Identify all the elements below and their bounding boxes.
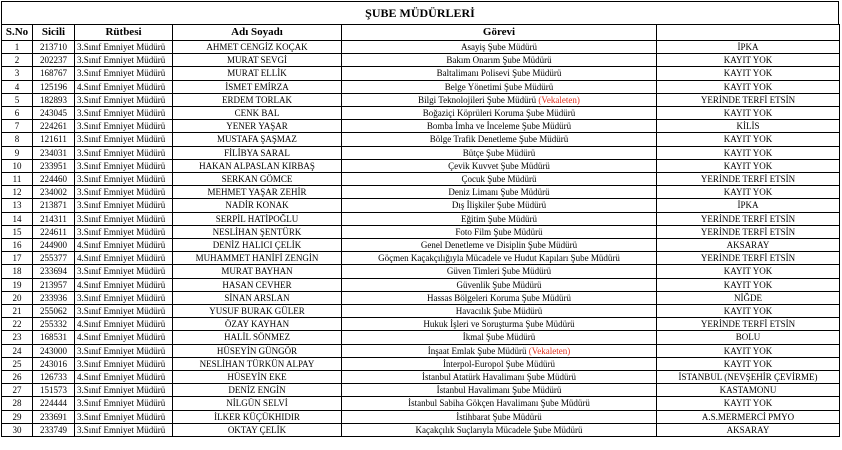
- header-rutbesi: Rütbesi: [75, 25, 173, 41]
- row-sonuc: KAYIT YOK: [657, 278, 840, 291]
- table-row: [2, 265, 840, 278]
- row-sonuc: AKSARAY: [657, 423, 840, 436]
- table-row: [2, 344, 840, 357]
- row-sonuc: KAYIT YOK: [657, 265, 840, 278]
- row-sicil: 202237: [33, 54, 75, 67]
- table-row: [2, 384, 840, 397]
- gorev-text: Eğitim Şube Müdürü: [461, 213, 537, 224]
- row-gorev: [342, 423, 657, 436]
- row-sonuc: İPKA: [657, 41, 840, 54]
- table-row: [2, 159, 840, 172]
- row-sonuc: KASTAMONU: [657, 384, 840, 397]
- row-sonuc: KAYIT YOK: [657, 80, 840, 93]
- row-adi-soyadi: HASAN CEVHER: [173, 278, 342, 291]
- gorev-text: İstanbul Havalimanı Şube Müdürü: [436, 385, 562, 396]
- row-sicil: 244900: [33, 239, 75, 252]
- header-sno: S.No: [2, 25, 33, 41]
- row-adi-soyadi: MEHMET YAŞAR ZEHİR: [173, 186, 342, 199]
- row-sonuc: YERİNDE TERFİ ETSİN: [657, 212, 840, 225]
- row-gorev: [342, 265, 657, 278]
- row-gorev: [342, 331, 657, 344]
- row-gorev: [342, 41, 657, 54]
- row-sno: 13: [2, 199, 33, 212]
- gorev-text: Foto Film Şube Müdürü: [455, 226, 543, 237]
- row-sicil: 224261: [33, 120, 75, 133]
- row-sonuc: KİLİS: [657, 120, 840, 133]
- table-row: [2, 371, 840, 384]
- row-sicil: 213957: [33, 278, 75, 291]
- row-sicil: 182893: [33, 93, 75, 106]
- row-adi-soyadi: CENK BAL: [173, 107, 342, 120]
- row-sno: 16: [2, 239, 33, 252]
- row-sonuc: KAYIT YOK: [657, 107, 840, 120]
- gorev-text: İkmal Şube Müdürü: [462, 332, 536, 343]
- row-sonuc: KAYIT YOK: [657, 159, 840, 172]
- row-adi-soyadi: NİLGÜN SELVİ: [173, 397, 342, 410]
- table-row: [2, 410, 840, 423]
- row-gorev: [342, 107, 657, 120]
- row-sno: 7: [2, 120, 33, 133]
- row-sno: 10: [2, 159, 33, 172]
- row-rutbe: 3.Sınıf Emniyet Müdürü: [75, 384, 173, 397]
- row-sonuc: İPKA: [657, 199, 840, 212]
- gorev-text: Genel Denetleme ve Disiplin Şube Müdürü: [420, 240, 578, 251]
- row-rutbe: 3.Sınıf Emniyet Müdürü: [75, 344, 173, 357]
- row-rutbe: 3.Sınıf Emniyet Müdürü: [75, 291, 173, 304]
- row-sonuc: KAYIT YOK: [657, 357, 840, 370]
- row-sno: 30: [2, 423, 33, 436]
- table-row: [2, 199, 840, 212]
- gorev-text: Baltalimanı Polisevi Şube Müdürü: [436, 68, 562, 79]
- row-rutbe: 3.Sınıf Emniyet Müdürü: [75, 265, 173, 278]
- row-sonuc: YERİNDE TERFİ ETSİN: [657, 225, 840, 238]
- row-sicil: 224460: [33, 173, 75, 186]
- row-adi-soyadi: NADİR KONAK: [173, 199, 342, 212]
- row-sno: 21: [2, 305, 33, 318]
- row-sno: 5: [2, 93, 33, 106]
- row-sicil: 233691: [33, 410, 75, 423]
- gorev-text: İnşaat Emlak Şube Müdürü: [427, 345, 527, 356]
- row-sicil: 233936: [33, 291, 75, 304]
- table-row: [2, 278, 840, 291]
- vekaleten-note: (Vekaleten): [528, 345, 571, 356]
- row-sno: 1: [2, 41, 33, 54]
- table-row: [2, 212, 840, 225]
- gorev-text: Hukuk İşleri ve Soruşturma Şube Müdürü: [423, 319, 575, 330]
- row-sno: 19: [2, 278, 33, 291]
- row-sonuc: YERİNDE TERFİ ETSİN: [657, 318, 840, 331]
- row-sno: 11: [2, 173, 33, 186]
- gorev-text: Dış İlişkiler Şube Müdürü: [451, 200, 547, 211]
- row-sicil: 255332: [33, 318, 75, 331]
- row-sicil: 234002: [33, 186, 75, 199]
- row-sonuc: KAYIT YOK: [657, 186, 840, 199]
- gorev-text: Deniz Limanı Şube Müdürü: [448, 187, 550, 198]
- table-body: [2, 41, 840, 437]
- row-sonuc: BOLU: [657, 331, 840, 344]
- row-rutbe: 3.Sınıf Emniyet Müdürü: [75, 159, 173, 172]
- row-sonuc: A.S.MERMERCİ PMYO: [657, 410, 840, 423]
- row-sonuc: NİĞDE: [657, 291, 840, 304]
- row-sonuc: KAYIT YOK: [657, 397, 840, 410]
- row-adi-soyadi: HÜSEYİN EKE: [173, 371, 342, 384]
- gorev-text: Belge Yönetimi Şube Müdürü: [444, 81, 554, 92]
- table-row: [2, 133, 840, 146]
- row-rutbe: 3.Sınıf Emniyet Müdürü: [75, 397, 173, 410]
- row-adi-soyadi: SERPİL HATİPOĞLU: [173, 212, 342, 225]
- row-adi-soyadi: MUHAMMET HANİFİ ZENGİN: [173, 252, 342, 265]
- row-adi-soyadi: AHMET CENGİZ KOÇAK: [173, 41, 342, 54]
- row-sno: 20: [2, 291, 33, 304]
- row-adi-soyadi: SİNAN ARSLAN: [173, 291, 342, 304]
- table-row: [2, 252, 840, 265]
- table-row: [2, 93, 840, 106]
- row-gorev: [342, 357, 657, 370]
- table-row: [2, 67, 840, 80]
- table-row: [2, 239, 840, 252]
- row-sicil: 125196: [33, 80, 75, 93]
- row-sonuc: KAYIT YOK: [657, 305, 840, 318]
- row-gorev: [342, 146, 657, 159]
- row-rutbe: 3.Sınıf Emniyet Müdürü: [75, 133, 173, 146]
- gorev-text: Asayiş Şube Müdürü: [461, 42, 537, 52]
- table-row: [2, 41, 840, 54]
- row-rutbe: 3.Sınıf Emniyet Müdürü: [75, 93, 173, 106]
- gorev-text: Göçmen Kaçakçılığıyla Mücadele ve Hudut Kapıları Şube Müdürü: [378, 253, 620, 264]
- row-gorev: [342, 54, 657, 67]
- table-row: [2, 120, 840, 133]
- page-title: ŞUBE MÜDÜRLERİ: [1, 1, 839, 24]
- row-sno: 23: [2, 331, 33, 344]
- row-gorev: [342, 278, 657, 291]
- row-rutbe: 3.Sınıf Emniyet Müdürü: [75, 357, 173, 370]
- row-rutbe: 3.Sınıf Emniyet Müdürü: [75, 120, 173, 133]
- table-row: [2, 54, 840, 67]
- row-sno: 26: [2, 371, 33, 384]
- row-adi-soyadi: SERKAN GÖMCE: [173, 173, 342, 186]
- row-rutbe: 3.Sınıf Emniyet Müdürü: [75, 186, 173, 199]
- row-rutbe: 3.Sınıf Emniyet Müdürü: [75, 212, 173, 225]
- row-adi-soyadi: MURAT ELLİK: [173, 67, 342, 80]
- gorev-text: Bakım Onarım Şube Müdürü: [446, 55, 552, 66]
- row-adi-soyadi: HALİL SÖNMEZ: [173, 331, 342, 344]
- row-adi-soyadi: MURAT SEVGİ: [173, 54, 342, 67]
- row-sno: 22: [2, 318, 33, 331]
- row-rutbe: 4.Sınıf Emniyet Müdürü: [75, 80, 173, 93]
- row-sno: 27: [2, 384, 33, 397]
- row-gorev: [342, 199, 657, 212]
- row-sicil: 224611: [33, 225, 75, 238]
- row-gorev: [342, 212, 657, 225]
- row-adi-soyadi: DENİZ HALICI ÇELİK: [173, 239, 342, 252]
- row-sno: 12: [2, 186, 33, 199]
- row-sno: 2: [2, 54, 33, 67]
- row-sonuc: YERİNDE TERFİ ETSİN: [657, 93, 840, 106]
- row-adi-soyadi: HÜSEYİN GÜNGÖR: [173, 344, 342, 357]
- row-sicil: 224444: [33, 397, 75, 410]
- table-row: [2, 173, 840, 186]
- gorev-text: Çevik Kuvvet Şube Müdürü: [448, 160, 550, 171]
- document-sheet: [1, 1, 839, 437]
- row-sno: 29: [2, 410, 33, 423]
- personnel-table: [1, 24, 840, 437]
- row-sicil: 213710: [33, 41, 75, 54]
- row-adi-soyadi: MURAT BAYHAN: [173, 265, 342, 278]
- row-sonuc: KAYIT YOK: [657, 67, 840, 80]
- gorev-text: Çocuk Şube Müdürü: [461, 174, 537, 185]
- table-row: [2, 225, 840, 238]
- row-gorev: [342, 371, 657, 384]
- gorev-text: Havacılık Şube Müdürü: [455, 306, 543, 317]
- row-gorev: [342, 186, 657, 199]
- row-rutbe: 4.Sınıf Emniyet Müdürü: [75, 331, 173, 344]
- gorev-text: Boğaziçi Köprüleri Koruma Şube Müdürü: [422, 108, 576, 119]
- row-adi-soyadi: NESLİHAN TÜRKÜN ALPAY: [173, 357, 342, 370]
- row-gorev: [342, 291, 657, 304]
- header-adi-soyadi: Adı Soyadı: [173, 25, 342, 41]
- row-sicil: 151573: [33, 384, 75, 397]
- row-rutbe: 3.Sınıf Emniyet Müdürü: [75, 173, 173, 186]
- table-row: [2, 107, 840, 120]
- table-header-row: [2, 25, 840, 41]
- row-sicil: 214311: [33, 212, 75, 225]
- row-sicil: 213871: [33, 199, 75, 212]
- row-adi-soyadi: İLKER KÜÇÜKHIDIR: [173, 410, 342, 423]
- row-adi-soyadi: OKTAY ÇELİK: [173, 423, 342, 436]
- row-sicil: 233951: [33, 159, 75, 172]
- row-gorev: [342, 225, 657, 238]
- gorev-text: Kaçakçılık Suçlarıyla Mücadele Şube Müdürü: [415, 424, 583, 435]
- row-sno: 3: [2, 67, 33, 80]
- row-sonuc: YERİNDE TERFİ ETSİN: [657, 173, 840, 186]
- row-gorev: [342, 159, 657, 172]
- row-sonuc: KAYIT YOK: [657, 146, 840, 159]
- row-adi-soyadi: YENER YAŞAR: [173, 120, 342, 133]
- row-sno: 17: [2, 252, 33, 265]
- gorev-text: Bomba İmha ve İnceleme Şube Müdürü: [426, 121, 572, 132]
- row-sno: 15: [2, 225, 33, 238]
- row-sicil: 255062: [33, 305, 75, 318]
- row-sicil: 168531: [33, 331, 75, 344]
- row-sicil: 126733: [33, 371, 75, 384]
- table-row: [2, 357, 840, 370]
- row-sno: 4: [2, 80, 33, 93]
- gorev-text: İstanbul Atatürk Havalimanı Şube Müdürü: [422, 372, 576, 383]
- gorev-text: İstihbarat Şube Müdürü: [456, 411, 542, 422]
- vekaleten-note: (Vekaleten): [538, 94, 580, 105]
- row-sicil: 121611: [33, 133, 75, 146]
- row-adi-soyadi: MUSTAFA ŞAŞMAZ: [173, 133, 342, 146]
- row-rutbe: 4.Sınıf Emniyet Müdürü: [75, 278, 173, 291]
- row-rutbe: 4.Sınıf Emniyet Müdürü: [75, 318, 173, 331]
- gorev-text: Bölge Trafik Denetleme Şube Müdürü: [429, 134, 569, 145]
- row-sicil: 233749: [33, 423, 75, 436]
- row-sno: 14: [2, 212, 33, 225]
- row-gorev: [342, 305, 657, 318]
- row-rutbe: 3.Sınıf Emniyet Müdürü: [75, 54, 173, 67]
- row-sicil: 243000: [33, 344, 75, 357]
- row-sno: 9: [2, 146, 33, 159]
- row-adi-soyadi: DENİZ ENGİN: [173, 384, 342, 397]
- row-adi-soyadi: ERDEM TORLAK: [173, 93, 342, 106]
- gorev-text: İnterpol-Europol Şube Müdürü: [443, 358, 555, 369]
- row-gorev: [342, 173, 657, 186]
- row-rutbe: 4.Sınıf Emniyet Müdürü: [75, 252, 173, 265]
- row-rutbe: 3.Sınıf Emniyet Müdürü: [75, 107, 173, 120]
- row-gorev: [342, 80, 657, 93]
- row-gorev: [342, 384, 657, 397]
- row-gorev: [342, 397, 657, 410]
- row-rutbe: 3.Sınıf Emniyet Müdürü: [75, 410, 173, 423]
- row-sonuc: KAYIT YOK: [657, 344, 840, 357]
- gorev-text: Güven Timleri Şube Müdürü: [446, 266, 552, 277]
- row-rutbe: 4.Sınıf Emniyet Müdürü: [75, 371, 173, 384]
- row-sicil: 168767: [33, 67, 75, 80]
- row-sno: 6: [2, 107, 33, 120]
- row-adi-soyadi: İSMET EMİRZA: [173, 80, 342, 93]
- row-gorev: [342, 93, 657, 106]
- row-rutbe: 3.Sınıf Emniyet Müdürü: [75, 305, 173, 318]
- gorev-text: Bilgi Teknolojileri Şube Müdürü: [418, 94, 537, 105]
- row-gorev: [342, 239, 657, 252]
- row-gorev: [342, 120, 657, 133]
- row-gorev: [342, 67, 657, 80]
- table-row: [2, 305, 840, 318]
- table-row: [2, 186, 840, 199]
- row-rutbe: 3.Sınıf Emniyet Müdürü: [75, 146, 173, 159]
- row-adi-soyadi: ÖZAY KAYHAN: [173, 318, 342, 331]
- row-rutbe: 3.Sınıf Emniyet Müdürü: [75, 423, 173, 436]
- row-gorev: [342, 344, 657, 357]
- header-sicili: Sicili: [33, 25, 75, 41]
- row-rutbe: 3.Sınıf Emniyet Müdürü: [75, 225, 173, 238]
- table-row: [2, 146, 840, 159]
- row-sicil: 255377: [33, 252, 75, 265]
- row-adi-soyadi: NESLİHAN ŞENTÜRK: [173, 225, 342, 238]
- row-sicil: 233694: [33, 265, 75, 278]
- row-sno: 25: [2, 357, 33, 370]
- row-rutbe: 3.Sınıf Emniyet Müdürü: [75, 41, 173, 54]
- row-adi-soyadi: HAKAN ALPASLAN KIRBAŞ: [173, 159, 342, 172]
- row-gorev: [342, 410, 657, 423]
- row-sno: 28: [2, 397, 33, 410]
- row-sno: 18: [2, 265, 33, 278]
- row-adi-soyadi: FİLİBYA SARAL: [173, 146, 342, 159]
- row-gorev: [342, 133, 657, 146]
- table-row: [2, 423, 840, 436]
- row-rutbe: 3.Sınıf Emniyet Müdürü: [75, 67, 173, 80]
- table-row: [2, 80, 840, 93]
- table-row: [2, 318, 840, 331]
- row-sicil: 234031: [33, 146, 75, 159]
- row-sicil: 243016: [33, 357, 75, 370]
- row-sonuc: KAYIT YOK: [657, 133, 840, 146]
- row-rutbe: 3.Sınıf Emniyet Müdürü: [75, 199, 173, 212]
- table-row: [2, 397, 840, 410]
- row-gorev: [342, 318, 657, 331]
- row-sno: 8: [2, 133, 33, 146]
- row-sonuc: AKSARAY: [657, 239, 840, 252]
- gorev-text: Güvenlik Şube Müdürü: [456, 279, 542, 290]
- row-rutbe: 4.Sınıf Emniyet Müdürü: [75, 239, 173, 252]
- header-gorevi: Görevi: [342, 25, 657, 41]
- row-adi-soyadi: YUSUF BURAK GÜLER: [173, 305, 342, 318]
- gorev-text: İstanbul Sabiha Gökçen Havalimanı Şube Müdürü: [408, 398, 590, 409]
- gorev-text: Hassas Bölgeleri Koruma Şube Müdürü: [427, 292, 571, 303]
- row-sno: 24: [2, 344, 33, 357]
- table-row: [2, 331, 840, 344]
- row-sonuc: İSTANBUL (NEVŞEHİR ÇEVİRME): [657, 371, 840, 384]
- gorev-text: Bütçe Şube Müdürü: [462, 147, 536, 158]
- row-sicil: 243045: [33, 107, 75, 120]
- table-row: [2, 291, 840, 304]
- row-sonuc: YERİNDE TERFİ ETSİN: [657, 252, 840, 265]
- row-gorev: [342, 252, 657, 265]
- row-sonuc: KAYIT YOK: [657, 54, 840, 67]
- header-sonuc: [657, 25, 840, 41]
